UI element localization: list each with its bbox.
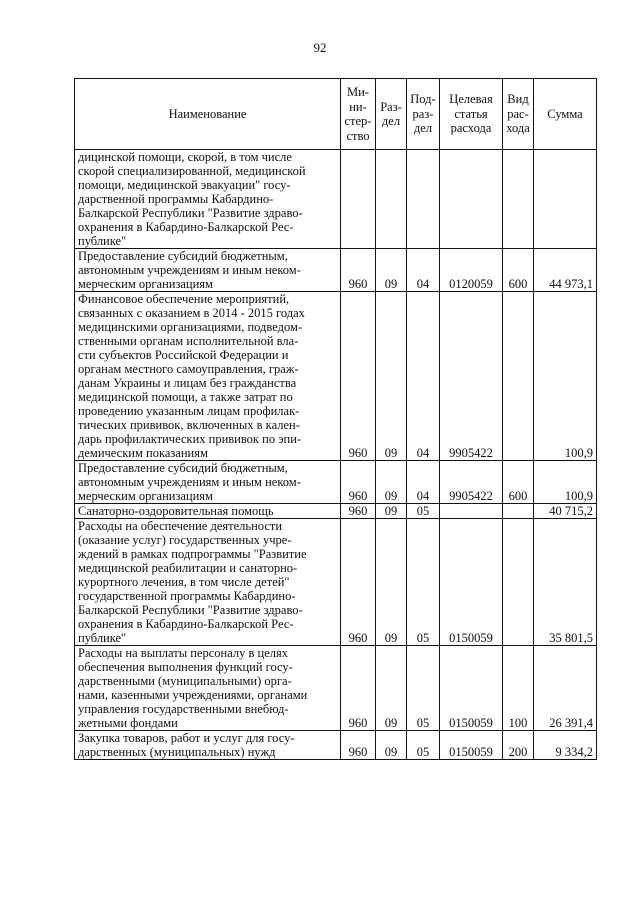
row-ministry: 960	[341, 731, 376, 760]
table-row	[75, 249, 597, 292]
row-amount: 26 391,4	[534, 646, 597, 731]
header-ministry: Ми- ни- стер- ство	[341, 79, 376, 150]
row-section: 09	[376, 504, 407, 519]
row-section: 09	[376, 731, 407, 760]
row-subsection: 05	[407, 504, 440, 519]
row-section: 09	[376, 249, 407, 292]
row-expense-type: 600	[503, 249, 534, 292]
row-target: 9905422	[440, 461, 503, 504]
row-ministry: 960	[341, 292, 376, 461]
row-section: 09	[376, 519, 407, 646]
table-row	[75, 150, 597, 249]
row-subsection: 05	[407, 646, 440, 731]
row-subsection: 04	[407, 461, 440, 504]
row-target: 0150059	[440, 731, 503, 760]
row-expense-type: 100	[503, 646, 534, 731]
header-name: Наименование	[75, 79, 341, 150]
row-section	[376, 150, 407, 249]
table-row	[75, 731, 597, 760]
header-expense-type: Вид рас- хода	[503, 79, 534, 150]
row-target: 0150059	[440, 519, 503, 646]
header-amount: Сумма	[534, 79, 597, 150]
row-target: 9905422	[440, 292, 503, 461]
table-header-row	[75, 79, 597, 150]
budget-table	[74, 78, 597, 760]
row-amount: 40 715,2	[534, 504, 597, 519]
row-ministry: 960	[341, 504, 376, 519]
row-ministry: 960	[341, 519, 376, 646]
row-expense-type: 200	[503, 731, 534, 760]
row-name: Предоставление субсидий бюджетным, автономным учреждениям и иным неком- мерческим организациям	[75, 461, 341, 504]
row-expense-type	[503, 292, 534, 461]
row-expense-type	[503, 504, 534, 519]
row-expense-type	[503, 519, 534, 646]
row-subsection: 05	[407, 519, 440, 646]
row-target: 0120059	[440, 249, 503, 292]
row-amount: 35 801,5	[534, 519, 597, 646]
row-amount: 44 973,1	[534, 249, 597, 292]
header-section: Раз- дел	[376, 79, 407, 150]
table-row	[75, 292, 597, 461]
row-ministry: 960	[341, 461, 376, 504]
row-subsection: 05	[407, 731, 440, 760]
row-expense-type	[503, 150, 534, 249]
row-amount: 9 334,2	[534, 731, 597, 760]
row-target	[440, 150, 503, 249]
header-subsection: Под- раз- дел	[407, 79, 440, 150]
row-section: 09	[376, 461, 407, 504]
table-row	[75, 646, 597, 731]
row-subsection	[407, 150, 440, 249]
table-row	[75, 519, 597, 646]
row-amount: 100,9	[534, 292, 597, 461]
row-name: дицинской помощи, скорой, в том числе скорой специализированной, медицинской помощи, медицинской эвакуации" госу- дарственной программы Кабардино- Балкарской Республики "Развитие здраво- охранения в Кабардино-Балкарской Рес- публике"	[75, 150, 341, 249]
row-section: 09	[376, 292, 407, 461]
table-row	[75, 461, 597, 504]
row-amount: 100,9	[534, 461, 597, 504]
row-name: Санаторно-оздоровительная помощь	[75, 504, 341, 519]
row-ministry	[341, 150, 376, 249]
row-subsection: 04	[407, 292, 440, 461]
row-name: Предоставление субсидий бюджетным, автономным учреждениям и иным неком- мерческим организациям	[75, 249, 341, 292]
row-ministry: 960	[341, 249, 376, 292]
row-ministry: 960	[341, 646, 376, 731]
row-expense-type: 600	[503, 461, 534, 504]
row-target: 0150059	[440, 646, 503, 731]
row-name: Расходы на обеспечение деятельности (оказание услуг) государственных учре- ждений в рамках подпрограммы "Развитие медицинской реабилитации и санаторно- курортного лечения, в том числе детей" государственной программы Кабардино- Балкарской Республики "Развитие здраво- охранения в Кабардино-Балкарской Рес- публике"	[75, 519, 341, 646]
row-name: Финансовое обеспечение мероприятий, связанных с оказанием в 2014 - 2015 годах медицинскими организациями, подведом- ственными органам исполнительной вла- сти субъектов Российской Федерации и органам местного самоуправления, граж- данам Украины и лицам без гражданства медицинской помощи, а также затрат по проведению указанным лицам профилак- тических прививок, включенных в кален- дарь профилактических прививок по эпи- демическим показаниям	[75, 292, 341, 461]
row-amount	[534, 150, 597, 249]
row-name: Закупка товаров, работ и услуг для госу- дарственных (муниципальных) нужд	[75, 731, 341, 760]
table-row	[75, 504, 597, 519]
row-section: 09	[376, 646, 407, 731]
row-name: Расходы на выплаты персоналу в целях обеспечения выполнения функций госу- дарственными (муниципальными) орга- нами, казенными учреждениями, органами управления государственными внебюд- жетными фондами	[75, 646, 341, 731]
header-target: Целевая статья расхода	[440, 79, 503, 150]
row-target	[440, 504, 503, 519]
row-subsection: 04	[407, 249, 440, 292]
page-number: 92	[313, 40, 327, 55]
